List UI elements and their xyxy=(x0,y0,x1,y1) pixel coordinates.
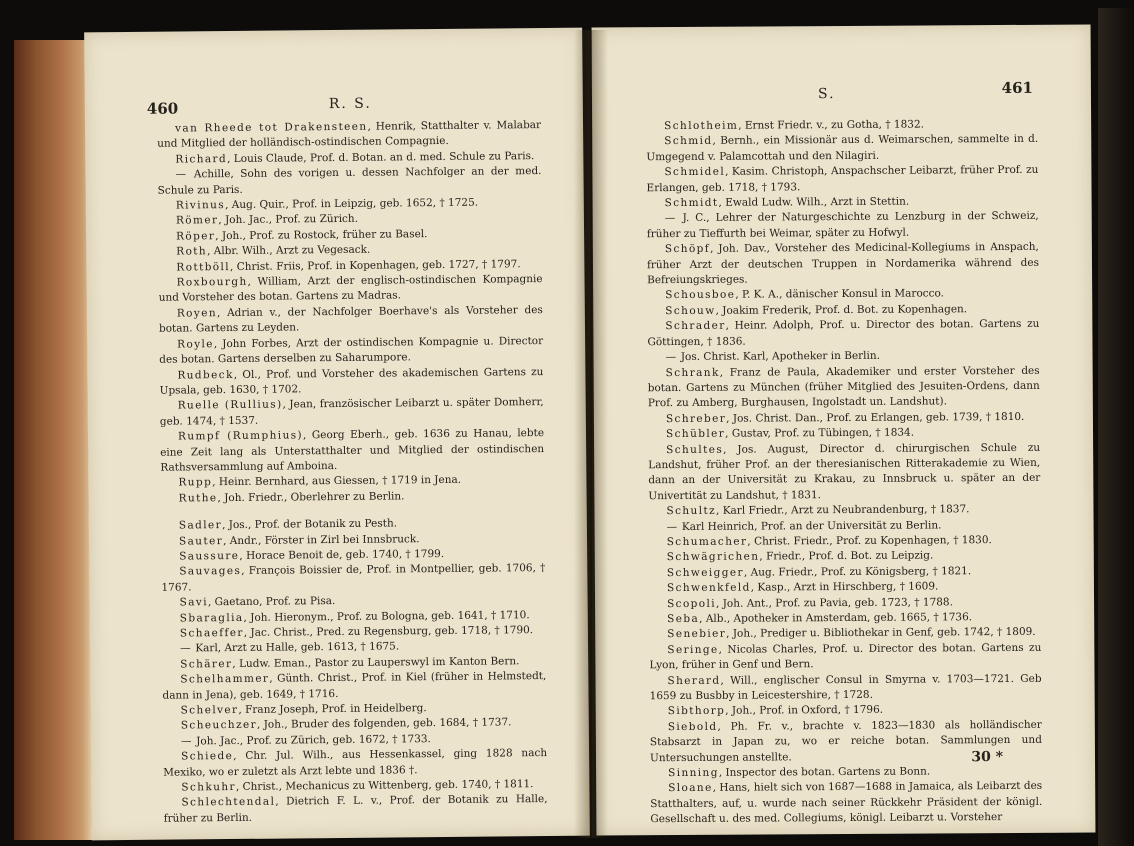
entry xyxy=(162,669,546,703)
entry-name: van Rheede tot Drakensteen xyxy=(175,120,368,135)
entry-text: , Heinr. Adolph, Prof. u. Director des botan. Gartens zu Göttingen, † 1836. xyxy=(647,318,1040,348)
signature-mark: 30 * xyxy=(971,749,1004,766)
entry xyxy=(161,561,545,595)
entry-name: Sadler xyxy=(178,519,223,532)
entry-name: Rupp xyxy=(178,476,213,489)
entry-list xyxy=(157,118,548,827)
entry-text: , Dietrich F. L. v., Prof. der Botanik zu Halle, früher zu Berlin. xyxy=(163,793,548,825)
entry-list xyxy=(646,117,1042,828)
entry-text: , François Boissier de, Prof. in Montpellier, geb. 1706, † 1767. xyxy=(161,562,546,594)
entry-text: , Heinr. Bernhard, aus Giessen, † 1719 in Jena. xyxy=(212,474,462,489)
entry-text: , Kasp., Arzt in Hirschberg, † 1609. xyxy=(750,580,939,594)
entry xyxy=(159,365,543,399)
entry-name: Schiede xyxy=(181,750,234,763)
entry xyxy=(648,363,1040,412)
entry-name: Schübler xyxy=(665,427,726,441)
entry-name: Schlotheim xyxy=(664,119,739,133)
entry-name: Royle xyxy=(177,337,214,351)
entry-text: Karl, Arzt zu Halle, geb. 1613, † 1675. xyxy=(191,640,400,655)
entry-name: Scheuchzer xyxy=(180,719,258,732)
entry-text: , Joh. Dav., Vorsteher des Medicinal-Kollegiums in Anspach, früher Arzt der deutschen Truppen in Nordamerika während des Befreiungskrieges. xyxy=(646,241,1040,287)
entry-name: Scopoli xyxy=(667,597,717,610)
entry-text: , William, Arzt der englisch-ostindischen Kompagnie und Vorsteher des botan. Gartens zu Madras. xyxy=(158,273,543,305)
entry-name: Schelver xyxy=(180,703,239,717)
entry-name: Seringe xyxy=(667,643,719,656)
entry-name: Sibthorp xyxy=(667,705,726,718)
entry-text: , Aug. Quir., Prof. in Leipzig, geb. 1652, † 1725. xyxy=(225,196,479,212)
entry-text: , Franz Joseph, Prof. in Heidelberg. xyxy=(238,702,427,716)
entry-name: Rivinus xyxy=(175,199,226,212)
entry-name: Saussure xyxy=(179,549,240,563)
entry-text: , Joh., Prof. zu Rostock, früher zu Basel. xyxy=(215,227,428,243)
entry-name: Schrank xyxy=(665,366,720,379)
entry-name: Sinning xyxy=(668,766,719,780)
entry-text: , Bernh., ein Missionär aus d. Weimarschen, sammelte in d. Umgegend v. Palamcottah und den Nilagiri. xyxy=(646,133,1039,164)
entry-text: Joh. Jac., Prof. zu Zürich, geb. 1672, † 1733. xyxy=(192,732,431,748)
entry-name: Schelhammer xyxy=(180,672,270,686)
entry-name: Royen xyxy=(176,307,218,320)
entry-text: , Jean, französischer Leibarzt u. später Domherr, geb. 1474, † 1537. xyxy=(159,396,544,428)
entry xyxy=(160,426,544,476)
entry-name: Schrader xyxy=(665,319,726,333)
entry-name: Savi xyxy=(179,596,209,609)
entry-name: Schmidt xyxy=(664,196,719,210)
entry-text: , Georg Eberh., geb. 1636 zu Hanau, lebte eine Zeit lang als Unterstatthalter und Mitglied der ostindischen Rathsversammlung auf Amboina. xyxy=(160,427,545,474)
entry-text: , Ph. Fr. v., brachte v. 1823—1830 als holländischer Stabsarzt in Japan zu, wo er reiche botan. Sammlungen und Untersuchungen anstellte. xyxy=(649,718,1042,764)
entry-name: Rudbeck xyxy=(177,368,234,382)
entry-name: Schreber xyxy=(665,412,727,425)
entry-text: , Alb., Apotheker in Amsterdam, geb. 1665, † 1736. xyxy=(699,611,973,625)
entry xyxy=(649,671,1041,704)
entry xyxy=(648,410,1040,428)
entry-name: Sauter xyxy=(178,534,224,548)
entry-name: Schouw xyxy=(665,304,716,317)
entry-text: , Hans, hielt sich von 1687—1688 in Jamaica, als Leibarzt des Statthalters, auf, u. wurde nach seiner Rückkehr Präsident der königl. Gesellschaft u. des med. Collegiums, königl. Leibarzt u. Vorsteher xyxy=(650,780,1043,826)
entry-name: Ruthe xyxy=(178,491,218,505)
entry-name: Sbaraglia xyxy=(179,611,244,625)
entry-name: Roth xyxy=(176,245,208,258)
entry-text: , Joh. Jac., Prof. zu Zürich. xyxy=(218,213,359,227)
entry-text: , Ludw. Eman., Pastor zu Lauperswyl im Kanton Bern. xyxy=(232,655,520,670)
entry xyxy=(161,488,545,507)
entry-text: , Chr. Jul. Wilh., aus Hessenkassel, ging 1828 nach Mexiko, wo er zuletzt als Arzt lebte und 1836 †. xyxy=(163,747,548,779)
entry-name: Ruelle (Rullius) xyxy=(177,398,283,412)
entry xyxy=(647,317,1039,350)
entry-text: , Gustav, Prof. zu Tübingen, † 1834. xyxy=(725,426,915,440)
left-page xyxy=(84,28,590,841)
entry xyxy=(650,779,1042,828)
entry-text: , Joh. Hieronym., Prof. zu Bologna, geb. 1641, † 1710. xyxy=(243,608,530,624)
entry-text: , Joh. Friedr., Oberlehrer zu Berlin. xyxy=(217,490,405,504)
entry xyxy=(159,303,543,337)
entry-name: Sherard xyxy=(667,674,721,687)
entry-text: J. C., Lehrer der Naturgeschichte zu Lenzburg in der Schweiz, früher zu Tieffurth bei Weimar, später zu Hofwyl. xyxy=(646,210,1039,241)
entry-text: , Gaetano, Prof. zu Pisa. xyxy=(207,595,336,609)
entry-name: Schmidel xyxy=(664,165,726,179)
entry-name: Schaeffer xyxy=(179,626,244,640)
entry xyxy=(646,132,1038,165)
entry-name: — xyxy=(179,642,193,655)
entry-text: , Will., englischer Consul in Smyrna v. 1703—1721. Geb 1659 zu Busbby in Leicestershire, † 1728. xyxy=(649,672,1042,703)
page-number: 460 xyxy=(146,99,179,118)
entry xyxy=(646,163,1038,196)
entry-text: , Inspector des botan. Gartens zu Bonn. xyxy=(718,765,931,779)
entry-text: , Albr. Wilh., Arzt zu Vegesack. xyxy=(206,243,371,258)
entry-text: , Horace Benoit de, geb. 1740, † 1799. xyxy=(239,547,445,562)
entry xyxy=(157,118,541,152)
entry-text: , Ewald Ludw. Wilh., Arzt in Stettin. xyxy=(718,195,910,209)
running-head: S. xyxy=(817,86,836,103)
entry-name: — xyxy=(175,168,188,181)
entry-name: — xyxy=(664,212,677,225)
entry-text: Jos. Christ. Karl, Apotheker in Berlin. xyxy=(677,349,881,364)
entry-text: , Christ. Friis, Prof. in Kopenhagen, geb. 1727, † 1797. xyxy=(229,257,521,273)
entry-text: , Joh. Ant., Prof. zu Pavia, geb. 1723, † 1788. xyxy=(715,595,953,610)
entry-name: Schousboe xyxy=(665,289,736,302)
entry-name: Schkuhr xyxy=(181,781,236,794)
entry-text: , Günth. Christ., Prof. in Kiel (früher in Helmstedt, dann in Jena), geb. 1649, † 1716. xyxy=(162,670,547,702)
entry-text: , Joh., Prof. in Oxford, † 1796. xyxy=(725,704,884,718)
book-gutter xyxy=(574,30,608,838)
entry xyxy=(160,395,544,429)
entry xyxy=(649,641,1041,674)
entry-text: , Franz de Paula, Akademiker und erster Vorsteher des botan. Gartens zu München (früher Mitglied des Jesuiten-Ordens, dann Prof. zu Amberg, Burghausen, Ingolstadt un. Landshut). xyxy=(647,364,1040,410)
entry-text: , Friedr., Prof. d. Bot. zu Leipzig. xyxy=(759,549,934,563)
entry-name: Röper xyxy=(176,230,216,243)
entry xyxy=(163,792,547,826)
entry xyxy=(647,240,1039,289)
entry-name: Sloane xyxy=(668,782,713,795)
book-edge-left xyxy=(14,40,94,840)
book-cover-right xyxy=(1098,8,1134,846)
entry-text: , Jos. Christ. Dan., Prof. zu Erlangen, geb. 1739, † 1810. xyxy=(726,410,1025,425)
entry xyxy=(163,746,547,780)
entry-name: Schmid xyxy=(664,135,713,148)
entry-name: — xyxy=(665,351,678,364)
entry-text: , Ernst Friedr. v., zu Gotha, † 1832. xyxy=(738,118,925,132)
entry-name: — xyxy=(666,520,679,533)
entry-text: , Ol., Prof. und Vorsteher des akademischen Gartens zu Upsala, geb. 1630, † 1702. xyxy=(159,365,544,397)
entry-text: , Nicolas Charles, Prof. u. Director des botan. Gartens zu Lyon, früher in Genf und Bern. xyxy=(649,641,1042,672)
entry-name: Schwägrichen xyxy=(666,550,760,564)
entry xyxy=(159,334,543,368)
entry xyxy=(648,440,1040,504)
entry-name: Schumacher xyxy=(666,535,748,549)
entry xyxy=(647,209,1039,242)
entry-text: , John Forbes, Arzt der ostindischen Kompagnie u. Director des botan. Gartens derselben zu Saharumpore. xyxy=(159,334,544,366)
entry-name: Schultz xyxy=(666,504,717,518)
entry-text: Achille, Sohn des vorigen u. dessen Nachfolger an der med. Schule zu Paris. xyxy=(157,165,542,197)
entry-name: Schweigger xyxy=(666,566,744,579)
entry-name: Richard xyxy=(175,152,228,166)
entry-name: Rottböll xyxy=(176,260,231,274)
entry-text: , Karl Friedr., Arzt zu Neubrandenburg, † 1837. xyxy=(715,503,970,517)
entry-text: , Jos., Prof. der Botanik zu Pesth. xyxy=(221,517,398,532)
running-head: R. S. xyxy=(328,95,372,113)
entry-name: Schärer xyxy=(180,657,233,671)
entry xyxy=(649,533,1041,551)
entry-text: , Andr., Förster in Zirl bei Innsbruck. xyxy=(223,532,420,547)
entry-text: , Jos. August, Director d. chirurgischen Schule zu Landshut, früher Prof. an der theresianischen Ritterakademie zu Wien, dann an der Universität zu Krakau, zu Innsbruck u. später an der Univertität zu Landshut, † 1831. xyxy=(648,441,1041,502)
entry-name: Schultes xyxy=(666,443,724,456)
entry-name: Roxbourgh xyxy=(176,275,248,289)
entry-name: Römer xyxy=(175,214,219,227)
entry-name: Senebier xyxy=(667,628,727,641)
entry-name: Sauvages xyxy=(179,565,242,578)
page-number: 461 xyxy=(1001,78,1033,98)
entry xyxy=(157,164,541,198)
entry-name: Schlechtendal xyxy=(181,796,276,809)
entry-text: , Jac. Christ., Pred. zu Regensburg, geb. 1718, † 1790. xyxy=(243,624,534,639)
entry xyxy=(158,272,542,306)
entry-name: — xyxy=(180,735,193,748)
entry-text: , Louis Claude, Prof. d. Botan. an d. med. Schule zu Paris. xyxy=(227,149,535,165)
entry-text: , Adrian v., der Nachfolger Boerhave's als Vorsteher des botan. Gartens zu Leyden. xyxy=(158,303,543,335)
entry-name: Schöpf xyxy=(664,243,711,256)
entry-text: , Kasim. Christoph, Anspachscher Leibarzt, früher Prof. zu Erlangen, geb. 1718, † 1793. xyxy=(646,164,1039,194)
entry-text: , Christ., Mechanicus zu Wittenberg, geb. 1740, † 1811. xyxy=(235,778,534,794)
entry-text: , P. K. A., dänischer Konsul in Marocco. xyxy=(735,287,945,302)
entry-name: Seba xyxy=(667,612,700,626)
entry-text: , Aug. Friedr., Prof. zu Königsberg, † 1821. xyxy=(743,565,972,579)
entry-text: , Christ. Friedr., Prof. zu Kopenhagen, † 1830. xyxy=(747,534,992,548)
entry-name: Schwenkfeld xyxy=(666,581,751,595)
entry-text: , Joakim Frederik, Prof. d. Bot. zu Kopenhagen. xyxy=(715,303,968,317)
entry-text: , Joh., Prediger u. Bibliothekar in Genf, geb. 1742, † 1809. xyxy=(726,626,1036,641)
entry-name: Siebold xyxy=(667,720,718,733)
entry-name: Rumpf (Rumphius) xyxy=(177,429,304,443)
entry-text: , Joh., Bruder des folgenden, geb. 1684, † 1737. xyxy=(256,716,512,732)
entry-text: , Henrik, Statthalter v. Malabar und Mitglied der holländisch-ostindischen Compagnie. xyxy=(157,119,542,151)
entry-text: Karl Heinrich, Prof. an der Universität zu Berlin. xyxy=(678,518,942,533)
right-page xyxy=(592,24,1096,835)
